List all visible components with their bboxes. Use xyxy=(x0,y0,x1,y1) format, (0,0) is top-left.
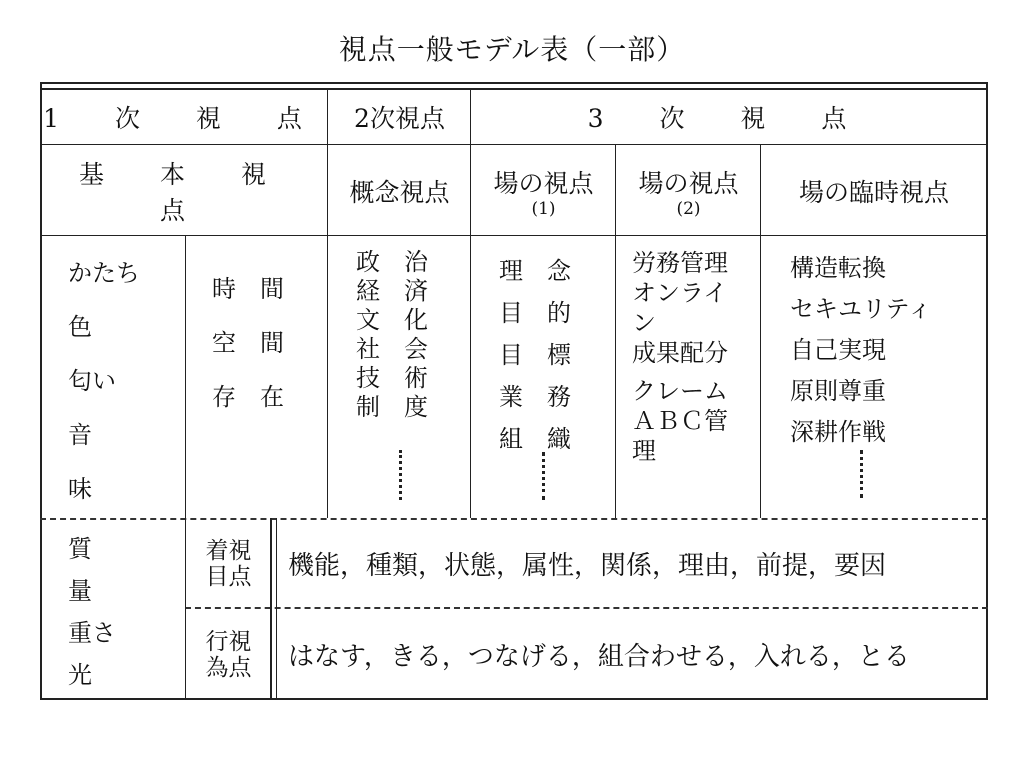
list-item: 質 xyxy=(68,535,92,563)
list-item: 目 標 xyxy=(499,341,571,369)
list-item: 構造転換 xyxy=(790,254,886,282)
list-item: 存 在 xyxy=(212,383,284,411)
header-first-order: 1 次 視 点 xyxy=(43,104,326,133)
list-item: 組 織 xyxy=(499,425,571,453)
list-item: 文 化 xyxy=(356,306,428,334)
focus-viewpoint-items: 機能，種類，状態，属性，関係，理由，前提，要因 xyxy=(288,551,887,581)
header-place1-sub: (1) xyxy=(531,198,556,219)
col-divider-1 xyxy=(327,88,328,518)
place1-list xyxy=(499,250,571,460)
temporary-continuation-dots xyxy=(860,450,863,498)
col-divider-3 xyxy=(615,144,616,518)
list-item: 社 会 xyxy=(356,335,428,363)
list-item: 味 xyxy=(68,475,92,503)
header-place2-label: 場の視点 xyxy=(638,168,739,198)
header-place-viewpoint-2 xyxy=(617,146,760,235)
list-item: 光 xyxy=(68,661,92,689)
header-third-order: 3 次 視 点 xyxy=(587,104,871,133)
list-item: 制 度 xyxy=(356,393,428,421)
header-place1-label: 場の視点 xyxy=(493,168,594,198)
col-divider-2 xyxy=(470,88,471,518)
list-item: 成果配分 xyxy=(632,339,728,367)
row1-divider xyxy=(40,144,988,145)
col-divider-label-b xyxy=(276,518,277,700)
action-label-line2: 為点 xyxy=(205,654,252,681)
list-item: 労務管理 xyxy=(632,249,728,277)
concept-continuation-dots xyxy=(399,450,402,500)
focus-viewpoint-label xyxy=(187,520,270,607)
list-item: 音 xyxy=(68,421,92,449)
list-item: 量 xyxy=(68,577,92,605)
list-item: 自己実現 xyxy=(790,336,886,364)
row2-divider xyxy=(40,235,988,236)
list-item: 空 間 xyxy=(212,329,284,357)
header-basic-viewpoint: 基 本 視 点 xyxy=(79,159,290,225)
senses-list xyxy=(68,246,140,516)
list-item: 業 務 xyxy=(499,383,571,411)
col-divider-4 xyxy=(760,144,761,518)
page-title: 視点一般モデル表（一部） xyxy=(338,33,686,66)
focus-label-line2: 目点 xyxy=(205,563,252,590)
quality-list xyxy=(68,528,116,696)
list-item: セキユリティ xyxy=(790,295,932,323)
list-item: 時 間 xyxy=(212,275,284,303)
list-item: 重さ xyxy=(68,619,116,647)
list-item: 色 xyxy=(68,313,92,341)
list-item: 理 念 xyxy=(499,257,571,285)
list-item: 目 的 xyxy=(499,299,571,327)
list-item: クレーム xyxy=(632,377,728,405)
place2-list xyxy=(632,248,728,466)
focus-label-line1: 着視 xyxy=(205,537,252,564)
list-item: かたち xyxy=(68,259,140,287)
list-item: 理 xyxy=(632,437,656,465)
temporary-list xyxy=(790,248,932,453)
list-item: 政 治 xyxy=(356,248,428,276)
header-place2-sub: (2) xyxy=(676,198,701,219)
col-divider-label-a xyxy=(270,518,272,700)
action-viewpoint-items: はなす，きる，つなげる，組合わせる，入れる，とる xyxy=(288,642,910,672)
list-item: 匂い xyxy=(68,367,116,395)
action-viewpoint-label xyxy=(187,609,270,700)
concept-list xyxy=(356,248,428,422)
list-item: ＡＢＣ管 xyxy=(632,407,728,435)
header-concept-viewpoint: 概念視点 xyxy=(349,177,450,207)
list-item: 原則尊重 xyxy=(790,377,886,405)
header-second-order: 2次視点 xyxy=(354,104,445,133)
timespace-list xyxy=(212,262,284,424)
header-temporary-viewpoint: 場の臨時視点 xyxy=(798,177,949,207)
list-item: 経 済 xyxy=(356,277,428,305)
col-divider-senses xyxy=(185,235,186,700)
header-place-viewpoint-1 xyxy=(472,146,615,235)
list-item: 深耕作戦 xyxy=(790,418,886,446)
place1-continuation-dots xyxy=(542,452,545,500)
action-label-line1: 行視 xyxy=(205,628,252,655)
list-item: 技 術 xyxy=(356,364,428,392)
list-item: オンライ xyxy=(632,279,728,307)
list-item: ン xyxy=(632,309,656,337)
